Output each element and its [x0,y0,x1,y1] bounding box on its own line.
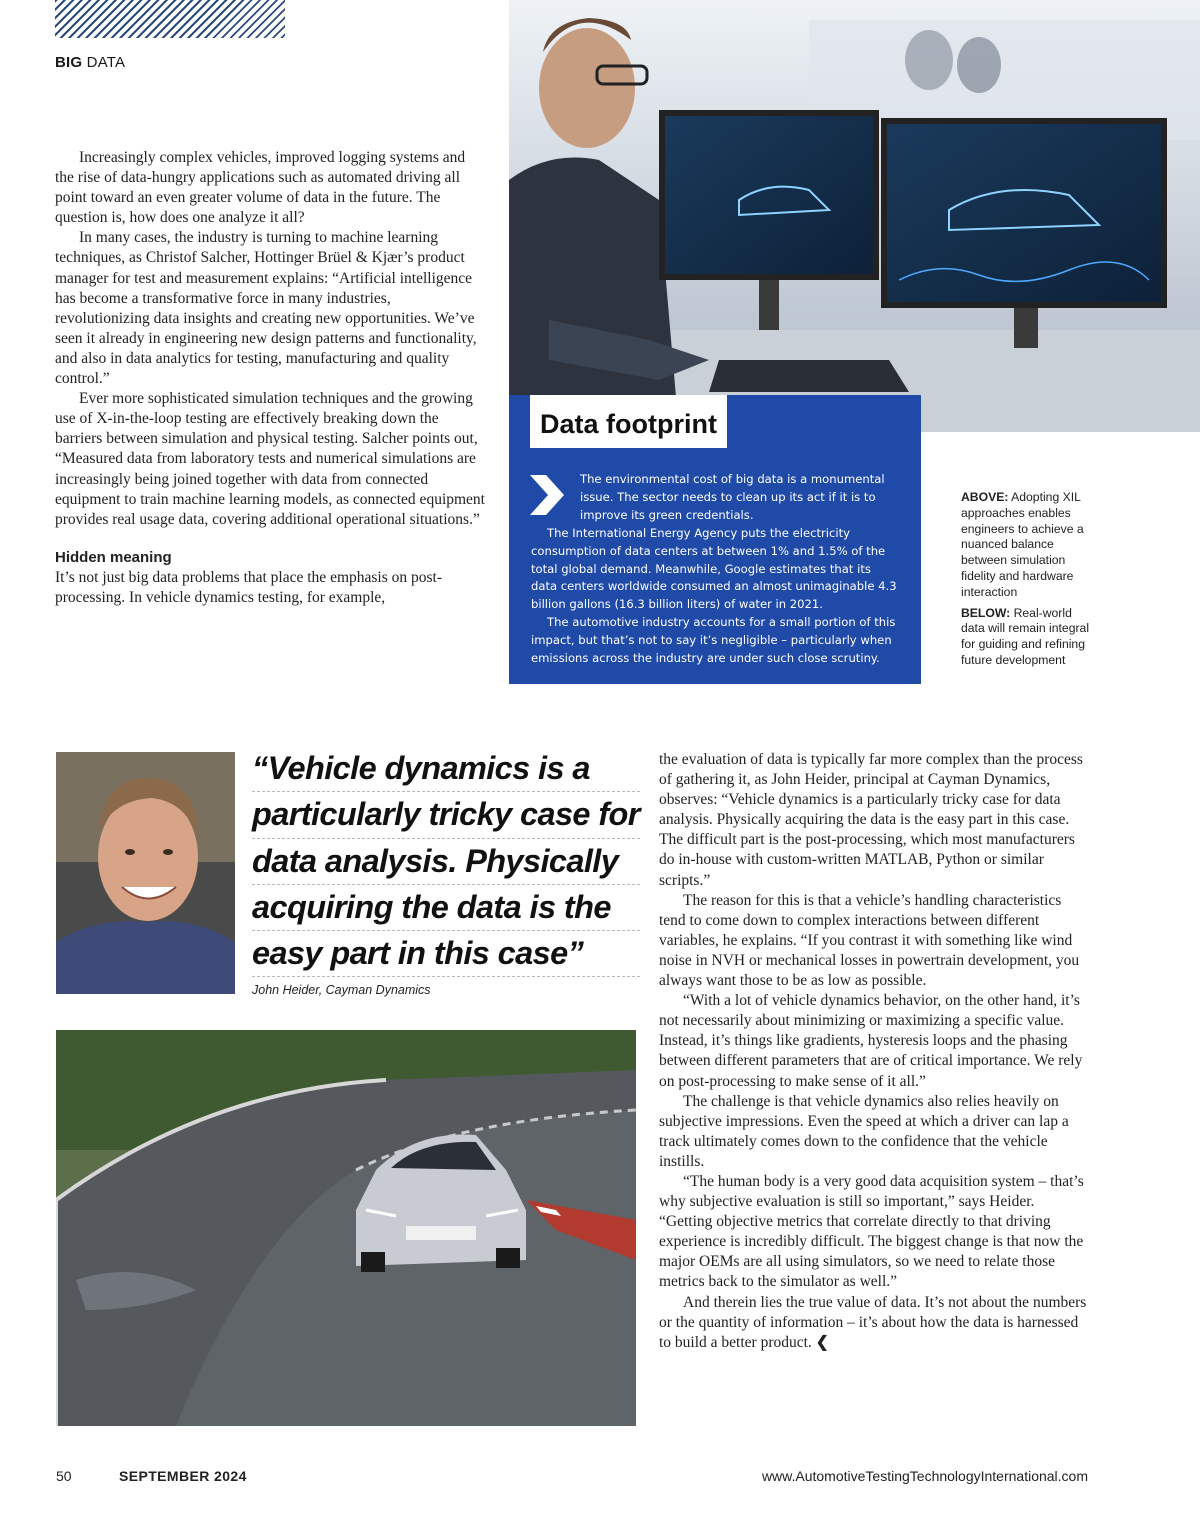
caption-below-label: BELOW: [961,605,1011,620]
subhead-hidden-meaning: Hidden meaning [55,548,172,566]
john-heider-portrait [56,752,235,994]
portrait-illustration [56,752,235,994]
website-link[interactable]: www.AutomotiveTestingTechnologyInternational.com [761,1468,1088,1484]
body-paragraph: It’s not just big data problems that place the emphasis on post-processing. In vehicle dynamics testing, for example, [55,568,443,606]
race-track-car-photo [56,1030,636,1426]
engineer-simulation-photo [509,0,1200,432]
data-footprint-title: Data footprint [530,395,727,448]
header-hatch-decoration [55,0,285,38]
pull-quote-line: “Vehicle dynamics is a [252,746,640,792]
pull-quote-line: easy part in this case” [252,931,640,977]
body-paragraph: “With a lot of vehicle dynamics behavior, on the other hand, it’s not necessarily about minimizing or maximizing a specific value. Instead, it’s things like gradients, hysteresis loops and the phasing between different parameters that are of critical importance. We rely on post-processing to make sense of it all.” [659,992,1083,1090]
body-paragraph: Increasingly complex vehicles, improved logging systems and the rise of data-hungry applications such as automated driving all point toward an even greater volume of data in the future. The question is, how does one analyze it all? [55,149,466,227]
body-paragraph-final [659,1293,1091,1353]
final-paragraph-text: And therein lies the true value of data. It’s not about the numbers or the quantity of information – it’s about how the data is harnessed to build a better product. [659,1293,1087,1351]
race-track-illustration [56,1030,636,1426]
page-number: 50 [56,1468,72,1484]
body-paragraph: In many cases, the industry is turning to machine learning techniques, as Christof Salcher, Hottinger Brüel & Kjær’s product manager for test and measurement explains: “Artificial intelligence has become a transformative force in many industries, revolutionizing data insights and creating new opportunities. We’ve seen it already in engineering new design patterns and functionality, and also in data analytics for testing, manufacturing and quality control.” [55,229,477,388]
body-paragraph: Ever more sophisticated simulation techniques and the growing use of X-in-the-loop testing are effectively breaking down the barriers between simulation and physical testing. Salcher points out, “Measured data from laboratory tests and numerical simulations are increasingly being joined together with data from connected equipment to train machine learning models, as connected equipment provides real usage data, covering additional operational situations.” [55,390,485,528]
right-column-body [659,750,1091,1353]
caption-below-text: Real-world data will remain integral for guiding and refining future development [961,605,1090,667]
pull-quote-attribution: John Heider, Cayman Dynamics [252,983,431,997]
body-paragraph: “The human body is a very good data acquisition system – that’s why subjective evaluation is still so important,” says Heider. “Getting objective metrics that correlate directly to that driving experience is incredibly difficult. The biggest change is that now the major OEMs are all using simulators, so we need to relate those metrics back to the simulator as well.” [659,1172,1084,1291]
pull-quote [252,746,640,977]
pull-quote-line: particularly tricky case for [252,792,640,838]
end-mark-icon: ❮ [815,1333,829,1351]
left-column-body [55,148,485,608]
engineer-simulation-illustration [509,0,1200,432]
photo-caption [961,490,1095,674]
pull-quote-line: acquiring the data is the [252,885,640,931]
pull-quote-line: data analysis. Physically [252,839,640,885]
section-label-rest: DATA [86,54,126,71]
body-paragraph: the evaluation of data is typically far more complex than the process of gathering it, as John Heider, principal at Cayman Dynamics, observes: “Vehicle dynamics is a particularly tricky case for data analysis. Physically acquiring the data is the easy part in this case. The difficult part is the post-processing, which most manufacturers do in-house with custom-written MATLAB, Python or similar scripts.” [659,751,1083,889]
issue-date: SEPTEMBER 2024 [119,1468,247,1484]
section-label-bold: BIG [55,54,83,71]
section-label [55,54,125,71]
footprint-paragraph: The International Energy Agency puts the electricity consumption of data centers at between 1% and 1.5% of the total global demand. Meanwhile, Google estimates that its data centers worldwide consumed an almost unimaginable 4.3 billion gallons (16.3 billion liters) of water in 2021. [531,525,897,612]
body-paragraph: The challenge is that vehicle dynamics also relies heavily on subjective impressions. Even the speed at which a driver can lap a track ultimately comes down to the confidence that the vehicle instills. [659,1092,1069,1170]
footprint-paragraph: The automotive industry accounts for a small portion of this impact, but that’s not to say it’s negligible – particularly when emissions across the industry are under such close scrutiny. [531,615,896,666]
caption-above-text: Adopting XIL approaches enables engineers to achieve a nuanced balance between simulation fidelity and hardware interaction [961,490,1084,599]
caption-below [961,606,1095,669]
body-paragraph: The reason for this is that a vehicle’s handling characteristics tend to come down to complex interactions between different variables, he explains. “If you contrast it with something like wind noise in NVH or mechanical losses in powertrain development, you always want those to be as low as possible. [659,891,1080,990]
caption-above [961,490,1095,601]
caption-above-label: ABOVE: [961,490,1009,504]
footprint-lead: The environmental cost of big data is a monumental issue. The sector needs to clean up its act if it is to improve its green credentials. [580,472,885,522]
data-footprint-text [531,471,897,668]
